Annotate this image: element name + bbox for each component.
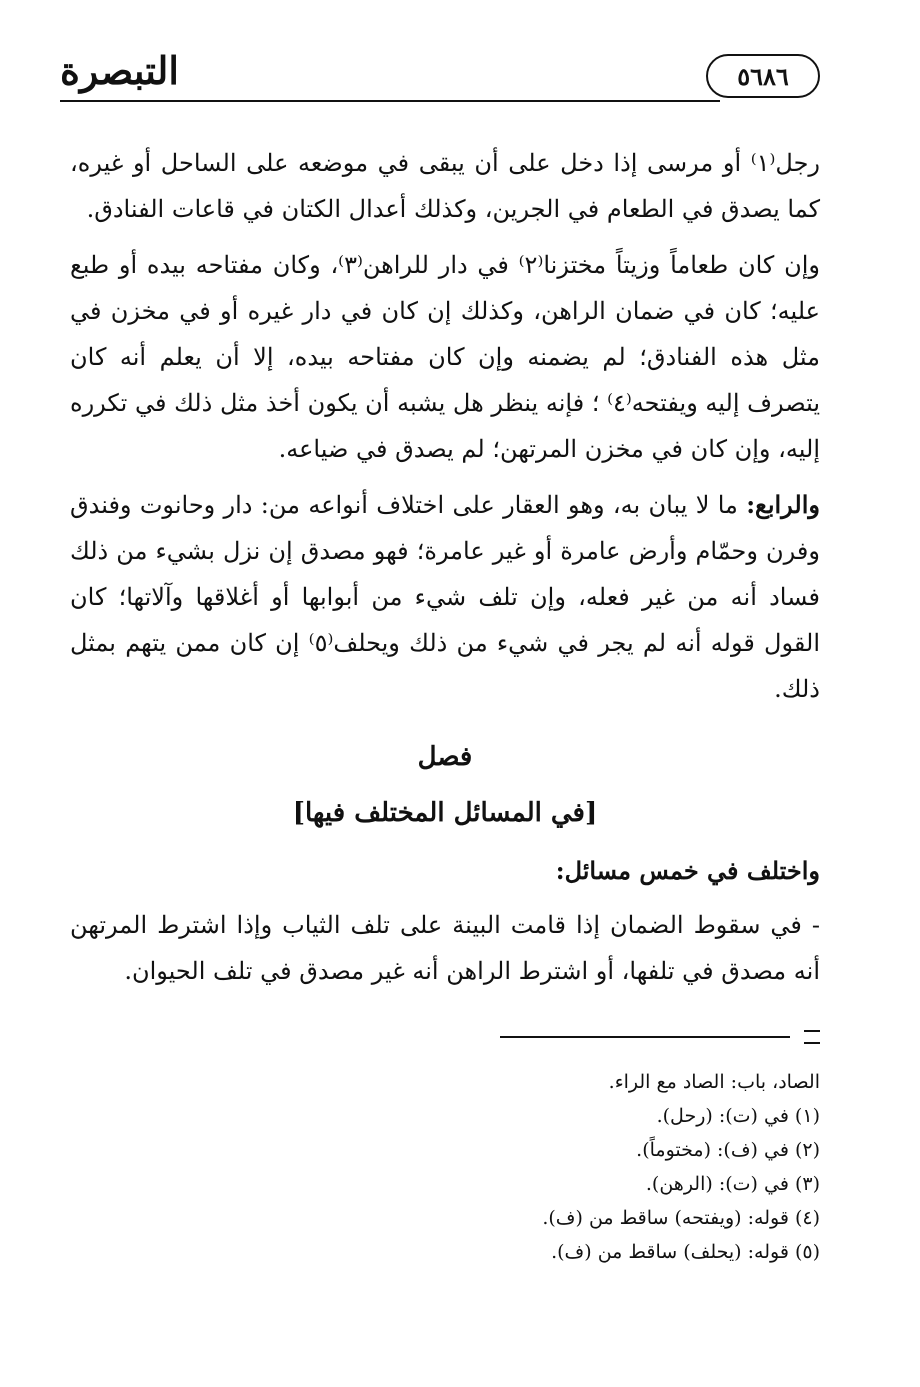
footnote-3: (٣) في (ت): (الرهن). <box>645 1173 820 1195</box>
footnote-5: (٥) قوله: (يحلف) ساقط من (ف). <box>551 1241 820 1263</box>
paragraph-3-lead: والرابع: <box>746 490 820 519</box>
paragraph-3 <box>70 482 820 712</box>
paragraph-4: - في سقوط الضمان إذا قامت البينة على تلف الثياب وإذا اشترط المرتهن أنه مصدق في تلفها، أو اشترط الراهن أنه غير مصدق في تلف الحيوان. <box>70 911 820 985</box>
footnote-1: (١) في (ت): (رحل). <box>656 1105 820 1127</box>
body-text <box>70 140 820 1004</box>
paragraph-3-text: ما لا يبان به، وهو العقار على اختلاف أنواعه من: دار وحانوت وفندق وفرن وحمّام وأرض عامرة أو غير عامرة؛ فهو مصدق إن نزل بشيء من ذلك فساد أنه من غير فعله، وإن تلف شيء من أبوابها أو أغلاقها وآلاتها؛ كان القول قوله أنه لم يجر في شيء من ذلك ويحلف⁽٥⁾ إن كان ممن يتهم بمثل ذلك. <box>70 491 820 703</box>
footnote-4: (٤) قوله: (ويفتحه) ساقط من (ف). <box>542 1207 820 1229</box>
section-title: فصل <box>417 742 473 772</box>
footnote-continuation: الصاد، باب: الصاد مع الراء. <box>608 1071 820 1093</box>
footnote-double-mark <box>804 1030 820 1044</box>
page-number: ٥٦٨٦ <box>706 54 820 98</box>
footnote-2: (٢) في (ف): (مختوماً). <box>636 1139 820 1161</box>
footnote-rule <box>500 1036 790 1038</box>
page-header <box>60 48 820 108</box>
running-title: التبصرة <box>60 48 179 93</box>
footnote-separator <box>500 1030 820 1042</box>
paragraph-2: وإن كان طعاماً وزيتاً مختزنا⁽٢⁾ في دار للراهن⁽٣⁾، وكان مفتاحه بيده أو طبع عليه؛ كان في ضمان الراهن، وكذلك إن كان في دار غيره أو في مخزن في مثل هذه الفنادق؛ لم يضمنه وإن كان مفتاحه بيده، إلا أن يعلم أنه كان يتصرف إليه ويفتحه⁽٤⁾ ؛ فإنه ينظر هل يشبه أن يكون أخذ مثل ذلك في تكرره إليه، وإن كان في مخزن المرتهن؛ لم يصدق في ضياعه. <box>70 251 821 463</box>
question-lead: واختلف في خمس مسائل: <box>555 856 820 885</box>
header-rule <box>60 100 720 102</box>
footnotes <box>330 1065 820 1269</box>
section-subtitle: [في المسائل المختلف فيها] <box>292 798 598 828</box>
paragraph-1: رجل⁽١⁾ أو مرسى إذا دخل على أن يبقى في موضعه على الساحل أو غيره، كما يصدق في الطعام في الجرين، وكذلك أعدال الكتان في قاعات الفنادق. <box>70 149 820 223</box>
